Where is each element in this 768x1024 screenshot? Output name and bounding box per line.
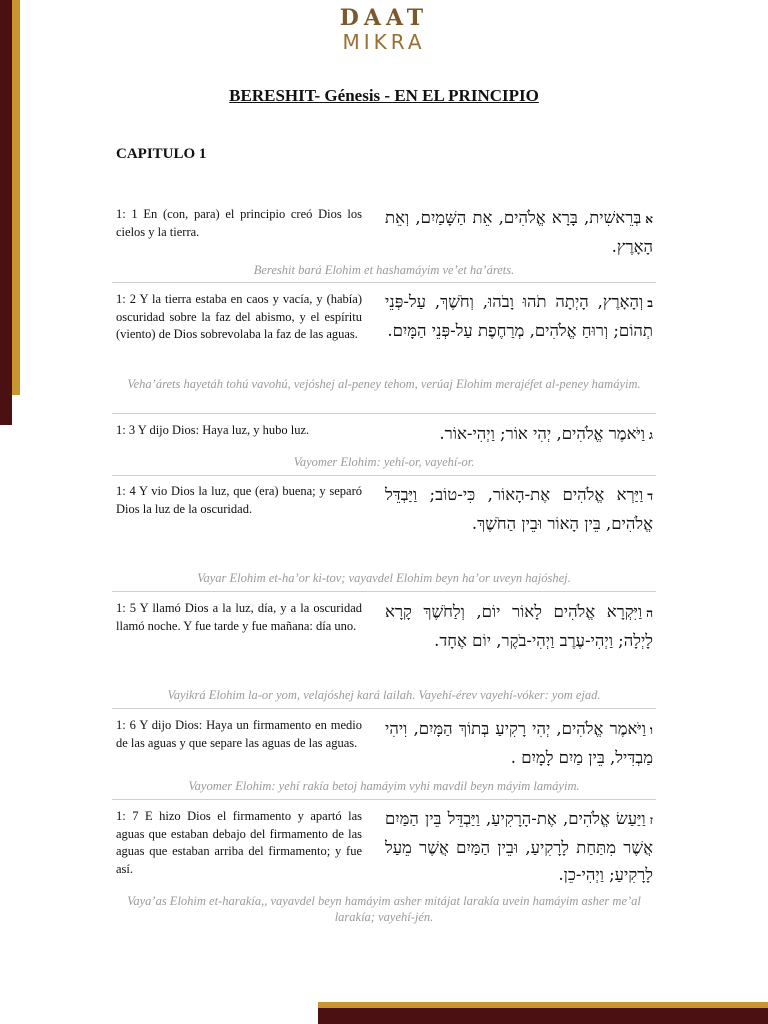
verse-number: ז xyxy=(649,813,653,827)
verse-2-transliteration: Veha’árets hayetáh tohú vavohú, vejóshej al-peney tehom, verúaj Elohim merajéfet al-peney hamáyim. xyxy=(127,377,641,391)
verse-number: ג xyxy=(649,428,653,442)
verse-3-hebrew xyxy=(385,420,653,449)
verse-number: ו xyxy=(649,723,653,737)
logo-line-2: MIKRA xyxy=(342,30,426,54)
verse-4-spanish: 1: 4 Y vio Dios la luz, que (era) buena; y separó Dios la luz de la oscuridad. xyxy=(116,484,362,516)
verse-1-spanish: 1: 1 En (con, para) el principio creó Dios los cielos y la tierra. xyxy=(116,207,362,239)
verse-hebrew-text: וַיֹּאמֶר אֱלֹהִים, יְהִי אוֹר; וַיְהִי-אוֹר. xyxy=(439,424,646,443)
left-edge-dark-bar xyxy=(0,0,12,425)
verse-hebrew-text: בְּרֵאשִׁית, בָּרָא אֱלֹהִים, אֵת הַשָּׁמַיִם, וְאֵת הָאָרֶץ. xyxy=(385,208,653,256)
verse-separator xyxy=(112,799,656,800)
bottom-dark-bar xyxy=(318,1008,768,1024)
verse-hebrew-text: וַיִּקְרָא אֱלֹהִים לָאוֹר יוֹם, וְלַחֹשֶׁךְ קָרָא לָיְלָה; וַיְהִי-עֶרֶב וַיְהִי-בֹקֶר, יוֹם אֶחָד. xyxy=(385,602,653,650)
verse-4-transliteration: Vayar Elohim et-ha’or ki-tov; vayavdel Elohim beyn ha’or uveyn hajóshej. xyxy=(197,571,571,585)
verse-separator xyxy=(112,282,656,283)
verse-separator xyxy=(112,475,656,476)
verse-6-transliteration: Vayomer Elohim: yehí rakía betoj hamáyim vyhi mavdil beyn máyim lamáyim. xyxy=(188,779,580,793)
verse-5-spanish: 1: 5 Y llamó Dios a la luz, día, y a la oscuridad llamó noche. Y fue tarde y fue mañana: día uno. xyxy=(116,601,362,633)
chapter-heading: CAPITULO 1 xyxy=(116,146,207,162)
verse-separator xyxy=(112,591,656,592)
verse-4-hebrew xyxy=(385,481,653,537)
verse-number: ד xyxy=(647,489,653,503)
verse-hebrew-text: וְהָאָרֶץ, הָיְתָה תֹהוּ וָבֹהוּ, וְחֹשֶׁךְ, עַל-פְּנֵי תְהוֹם; וְרוּחַ אֱלֹהִים, מְרַחֶפֶת עַל-פְּנֵי הַמָּיִם. xyxy=(385,292,653,340)
verse-6-spanish: 1: 6 Y dijo Dios: Haya un firmamento en medio de las aguas y que separe las aguas de las aguas. xyxy=(116,718,362,750)
verse-3-spanish: 1: 3 Y dijo Dios: Haya luz, y hubo luz. xyxy=(116,423,310,437)
verse-3-transliteration: Vayomer Elohim: yehí-or, vayehí-or. xyxy=(293,455,475,469)
verse-hebrew-text: וַיֹּאמֶר אֱלֹהִים, יְהִי רָקִיעַ בְּתוֹךְ הַמָּיִם, וִיהִי מַבְדִּיל, בֵּין מַיִם לָמָיִם . xyxy=(385,719,653,767)
daat-mikra-logo xyxy=(0,6,768,54)
verse-5-transliteration: Vayikrá Elohim la-or yom, velajóshej kará lailah. Vayehí-érev vayehí-vóker: yom ejad. xyxy=(167,688,601,702)
verse-hebrew-text: וַיַּרְא אֱלֹהִים אֶת-הָאוֹר, כִּי-טוֹב; וַיַּבְדֵּל אֱלֹהִים, בֵּין הָאוֹר וּבֵין הַחֹשֶׁךְ. xyxy=(385,485,653,533)
verse-number: ה xyxy=(646,606,653,620)
verse-7-transliteration: Vaya’as Elohim et-harakía,, vayavdel beyn hamáyim asher mitájat larakía uvein hamáyim asher me’al larakía; vayehí-jén. xyxy=(127,894,641,924)
document-title: BERESHIT- Génesis - EN EL PRINCIPIO xyxy=(229,86,539,105)
verse-1-transliteration: Bereshit bará Elohim et hashamáyim ve’et ha’árets. xyxy=(253,263,515,277)
verse-7-spanish: 1: 7 E hizo Dios el firmamento y apartó las aguas que estaban debajo del firmamento de las aguas que estaban arriba del firmamento; y fue así. xyxy=(116,809,362,876)
verse-separator xyxy=(112,708,656,709)
verse-2-spanish: 1: 2 Y la tierra estaba en caos y vacía, y (había) oscuridad sobre la faz del abismo, y el espíritu (viento) de Dios sobrevolaba la faz de las aguas. xyxy=(116,292,362,341)
verse-7-hebrew xyxy=(385,805,653,888)
verse-1-hebrew xyxy=(385,204,653,260)
logo-line-1: DAAT xyxy=(339,5,429,31)
verse-hebrew-text: וַיַּעַשׂ אֱלֹהִים, אֶת-הָרָקִיעַ, וַיַּבְדֵּל בֵּין הַמַּיִם אֲשֶׁר מִתַּחַת לָרָקִיעַ, וּבֵין הַמַּיִם אֲשֶׁר מֵעַל לָרָקִיעַ; וַיְהִי-כֵן. xyxy=(385,809,653,884)
left-edge-gold-bar xyxy=(12,0,20,395)
verse-separator xyxy=(112,413,656,414)
verse-2-hebrew xyxy=(385,288,653,344)
verse-number: א xyxy=(645,212,653,226)
verse-5-hebrew xyxy=(385,598,653,654)
verse-6-hebrew xyxy=(385,715,653,771)
verse-number: ב xyxy=(647,296,653,310)
